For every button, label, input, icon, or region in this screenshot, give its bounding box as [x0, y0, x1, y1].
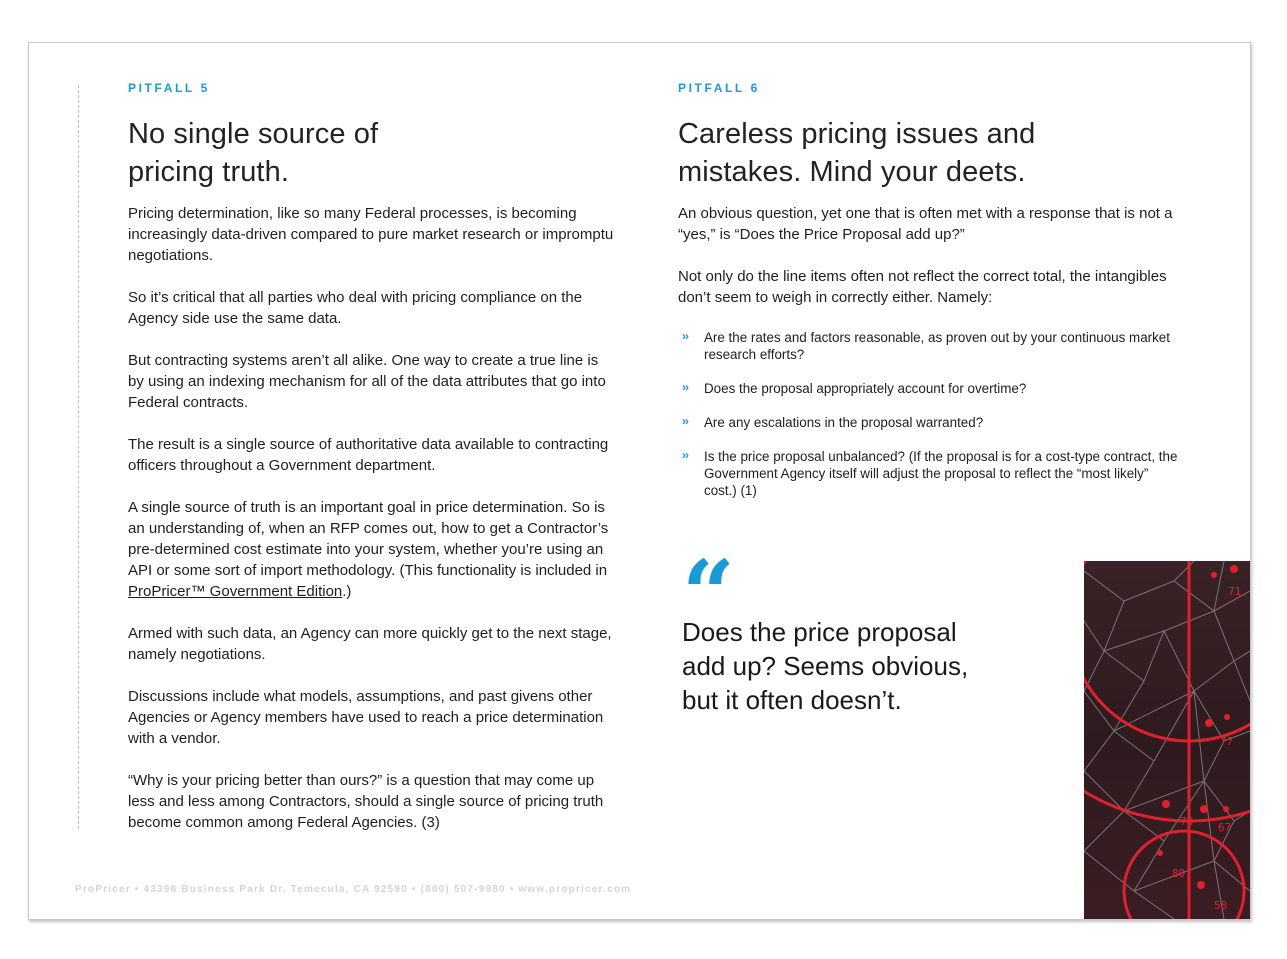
pull-quote [682, 615, 1042, 717]
paragraph: Not only do the line items often not reflect the correct total, the intangibles don’t seem to weigh in correctly either. Namely: [678, 268, 1167, 306]
dashed-margin-rule [78, 85, 79, 829]
decorative-network-art [1084, 561, 1250, 919]
list-item [678, 329, 1178, 363]
art-number: 77 [1220, 735, 1234, 748]
paragraph: Pricing determination, like so many Federal processes, is becoming increasingly data-driven compared to pure market research or impromptu negotiations. [128, 205, 614, 264]
headline-line: pricing truth. [128, 156, 289, 188]
art-number: 80 [1172, 867, 1186, 880]
truth-paragraph [128, 497, 618, 602]
list-item-text: Is the price proposal unbalanced? (If the proposal is for a cost-type contract, the Government Agency itself will adjust the proposal to reflect the “most likely” cost.) (1) [704, 449, 1178, 498]
art-number: 71 [1228, 585, 1242, 598]
paragraph: Discussions include what models, assumptions, and past givens other Agencies or Agency members have used to reach a price determination with a vendor. [128, 688, 604, 747]
list-item-text: Are the rates and factors reasonable, as proven out by your continuous market research efforts? [704, 330, 1170, 362]
art-number: 67 [1218, 821, 1232, 834]
propricer-government-edition-link[interactable]: ProPricer™ Government Edition [128, 583, 343, 600]
pitfall-6-column [678, 81, 1178, 516]
quote-mark-icon: “ [682, 548, 735, 608]
chevron-right-icon: ›› [682, 380, 688, 394]
art-number: 78 [1180, 815, 1194, 828]
paragraph-text: A single source of truth is an important goal in price determination. So is an understanding of, when an RFP comes out, how to get a Contractor’s pre-determined cost estimate into your system, whether you’re using an API or some sort of import methodology. (This functionality is included in [128, 499, 609, 579]
list-item-text: Are any escalations in the proposal warranted? [704, 415, 984, 430]
paragraph: “Why is your pricing better than ours?” is a question that may come up less and less among Contractors, should a single source of pricing truth become common among Federal Agencies. (3) [128, 772, 604, 831]
paragraph: The result is a single source of authoritative data available to contracting officers throughout a Government department. [128, 436, 609, 474]
pitfall-5-headline [128, 115, 618, 191]
list-item [678, 380, 1178, 397]
headline-line: mistakes. Mind your deets. [678, 156, 1026, 188]
paragraph-text: .) [342, 583, 352, 600]
paragraph: An obvious question, yet one that is often met with a response that is not a “yes,” is “Does the Price Proposal add up?” [678, 205, 1173, 243]
pitfall-6-kicker: PITFALL 6 [678, 81, 760, 95]
chevron-right-icon: ›› [682, 414, 688, 428]
pull-quote-line: but it often doesn’t. [682, 685, 902, 715]
brochure-page [28, 42, 1251, 920]
list-item [678, 414, 1178, 431]
pull-quote-line: Does the price proposal [682, 617, 957, 647]
paragraph: So it’s critical that all parties who deal with pricing compliance on the Agency side use the same data. [128, 289, 583, 327]
pitfall-6-headline [678, 115, 1178, 191]
list-item-text: Does the proposal appropriately account for overtime? [704, 381, 1027, 396]
chevron-right-icon: ›› [682, 329, 688, 343]
headline-line: Careless pricing issues and [678, 118, 1036, 150]
pitfall-5-column [128, 81, 618, 854]
list-item [678, 448, 1178, 499]
pitfall-5-kicker: PITFALL 5 [128, 81, 210, 95]
headline-line: No single source of [128, 118, 379, 150]
pitfall-6-bullet-list [678, 329, 1178, 499]
network-art-svg [1084, 561, 1250, 919]
paragraph: But contracting systems aren’t all alike. One way to create a true line is by using an indexing mechanism for all of the data attributes that go into Federal contracts. [128, 352, 606, 411]
footer-contact: ProPricer • 43398 Business Park Dr, Temecula, CA 92590 • (800) 507-9980 • www.propricer.com [75, 884, 632, 895]
pull-quote-line: add up? Seems obvious, [682, 651, 969, 681]
art-number: 58 [1214, 899, 1228, 912]
paragraph: Armed with such data, an Agency can more quickly get to the next stage, namely negotiations. [128, 625, 612, 663]
chevron-right-icon: ›› [682, 448, 688, 462]
